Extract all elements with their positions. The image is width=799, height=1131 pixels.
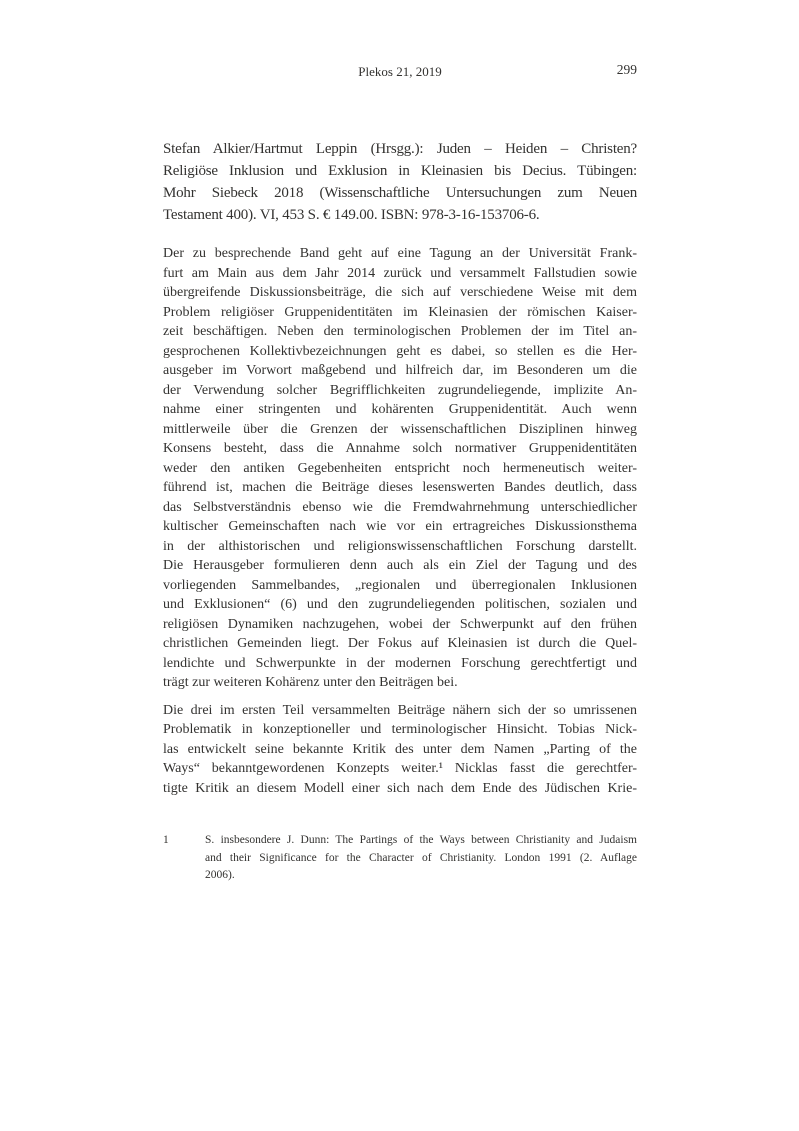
text-line: in der althistorischen und religionswissenschaftlichen Forschung darstellt.: [163, 538, 637, 554]
citation-line: Mohr Siebeck 2018 (Wissenschaftliche Untersuchungen zum Neuen: [163, 185, 637, 201]
text-line: las entwickelt seine bekannte Kritik des unter dem Namen „Parting of the: [163, 741, 637, 757]
text-line: Ways“ bekanntgewordenen Konzepts weiter.¹ Nicklas fasst die gerechtfer-: [163, 761, 637, 776]
text-line: lendichte und Schwerpunkte in der modernen Forschung gerechtfertigt und: [163, 655, 637, 671]
text-line: Die drei im ersten Teil versammelten Beiträge nähern sich der so umrissenen: [163, 702, 637, 718]
text-line: vorliegenden Sammelbandes, „regionalen und überregionalen Inklusionen: [163, 577, 637, 593]
text-line: Problematik in konzeptioneller und terminologischer Hinsicht. Tobias Nick-: [163, 722, 637, 737]
text-line: nahme einer stringenten und kohärenten Gruppenidentität. Auch wenn: [163, 402, 637, 417]
text-line: weder den antiken Gegebenheiten entspricht noch hermeneutisch weiter-: [163, 460, 637, 476]
text-line: und Exklusionen“ (6) und den zugrundeliegenden politischen, sozialen und: [163, 597, 637, 612]
citation-line: Religiöse Inklusion und Exklusion in Kleinasien bis Decius. Tübingen:: [163, 163, 637, 179]
footnote: [163, 832, 637, 885]
running-header: [163, 64, 637, 82]
footnote-line: S. insbesondere J. Dunn: The Partings of the Ways between Christianity and Judaism: [205, 834, 637, 846]
page-number: 299: [616, 62, 637, 77]
paragraph: [163, 701, 637, 799]
text-line: christlichen Gemeinden liegt. Der Fokus auf Kleinasien ist durch die Quel-: [163, 636, 637, 651]
text-line: übergreifende Diskussionsbeiträge, die sich auf verschiedene Weise mit dem: [163, 285, 637, 300]
footnote-line: 2006).: [205, 869, 235, 881]
text-line: der Verwendung solcher Begrifflichkeiten zugrundeliegende, implizite An-: [163, 382, 637, 398]
footnote-line: and their Significance for the Character of Christianity. London 1991 (2. Auflage: [205, 851, 637, 864]
citation-line: Testament 400). VI, 453 S. € 149.00. ISBN: 978-3-16-153706-6.: [163, 207, 540, 223]
text-line: zeit beschäftigen. Neben den terminologischen Problemen der im Titel an-: [163, 324, 637, 339]
text-line: das Selbstverständnis ebenso wie die Fremdwahrnehmung unterschiedlicher: [163, 499, 637, 515]
text-line: ausgeber im Vorwort maßgebend und hilfreich dar, im Besonderen um die: [163, 363, 637, 378]
text-line: gesprochenen Kollektivbezeichnungen geht es dabei, so stellen es die Her-: [163, 343, 637, 359]
text-line: kultischer Gemeinschaften nach wie vor ein ertragreiches Diskussionsthema: [163, 519, 637, 534]
text-line: trägt zur weiteren Kohärenz unter den Beiträgen bei.: [163, 675, 458, 690]
text-line: furt am Main aus dem Jahr 2014 zurück und versammelt Fallstudien sowie: [163, 265, 637, 281]
footnote-text: [205, 832, 637, 885]
text-line: mittlerweile über die Grenzen der wissenschaftlichen Disziplinen hinweg: [163, 421, 637, 437]
text-line: Die Herausgeber formulieren denn auch als ein Ziel der Tagung und des: [163, 558, 637, 573]
text-line: führend ist, machen die Beiträge dieses lesenswerten Bandes deutlich, dass: [163, 480, 637, 495]
book-citation-heading: [163, 138, 637, 226]
footnote-number: 1: [163, 834, 169, 846]
text-line: Der zu besprechende Band geht auf eine Tagung an der Universität Frank-: [163, 246, 637, 261]
paragraph: [163, 244, 637, 693]
text-line: Konsens besteht, dass die Annahme solch normativer Gruppenidentitäten: [163, 441, 637, 456]
text-line: Problem religiöser Gruppenidentitäten im Kleinasien der römischen Kaiser-: [163, 304, 637, 320]
review-body: [163, 244, 637, 806]
text-line: religiösen Dynamiken nachzugehen, wobei der Schwerpunkt auf den frühen: [163, 616, 637, 632]
text-line: tigte Kritik an diesem Modell einer sich nach dem Ende des Jüdischen Krie-: [163, 780, 637, 796]
running-header-journal: Plekos 21, 2019: [358, 64, 442, 79]
citation-line: Stefan Alkier/Hartmut Leppin (Hrsgg.): Juden – Heiden – Christen?: [163, 141, 637, 157]
